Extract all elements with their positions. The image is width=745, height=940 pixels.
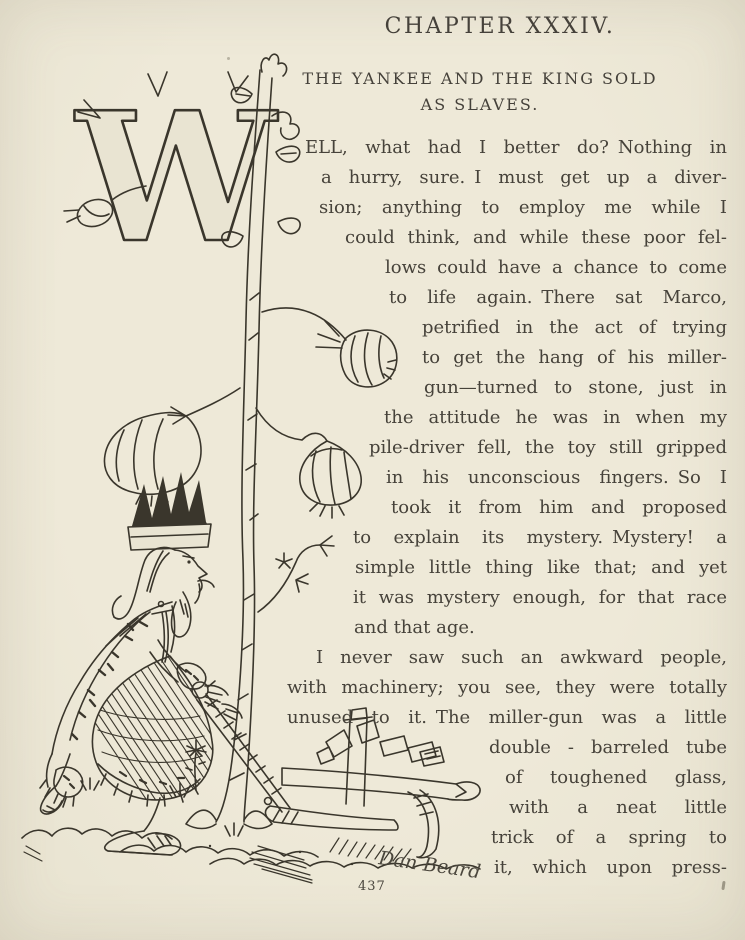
page-number: 437 bbox=[358, 879, 386, 894]
chapter-heading: CHAPTER XXXIV. bbox=[384, 14, 616, 39]
text-line: lows could have a chance to come bbox=[385, 257, 727, 278]
text-line: of toughened glass, bbox=[505, 767, 727, 788]
text-line: trick of a spring to bbox=[491, 827, 727, 848]
text-line: could think, and while these poor fel- bbox=[345, 227, 727, 248]
text-line: unused to it. The miller-gun was a little bbox=[287, 707, 727, 728]
print-speck-small bbox=[227, 57, 230, 60]
text-line: with a neat little bbox=[509, 797, 727, 818]
text-line: to explain its mystery. Mystery! a bbox=[353, 527, 727, 548]
text-line: in his unconscious fingers. So I bbox=[386, 467, 727, 488]
text-line: gun—turned to stone, just in bbox=[424, 377, 727, 398]
text-line: to life again. There sat Marco, bbox=[389, 287, 727, 308]
text-line: to get the hang of his miller- bbox=[422, 347, 727, 368]
text-line: petrified in the act of trying bbox=[422, 317, 727, 338]
text-line: with machinery; you see, they were totally bbox=[287, 677, 727, 698]
text-line: double - barreled tube bbox=[489, 737, 727, 758]
text-line: a hurry, sure. I must get up a diver- bbox=[321, 167, 727, 188]
text-line: pile-driver fell, the toy still gripped bbox=[369, 437, 727, 458]
illustrator-signature: Dan Beard bbox=[377, 847, 482, 884]
text-line: I never saw such an awkward people, bbox=[316, 647, 727, 668]
drop-cap-initial: W bbox=[76, 73, 276, 282]
text-line: it was mystery enough, for that race bbox=[353, 587, 727, 608]
text-line: simple little thing like that; and yet bbox=[355, 557, 727, 578]
text-line: sion; anything to employ me while I bbox=[319, 197, 727, 218]
subtitle-line-1: THE YANKEE AND THE KING SOLD bbox=[302, 69, 658, 88]
text-line: and that age. bbox=[354, 617, 475, 638]
text-line: took it from him and proposed bbox=[391, 497, 727, 518]
text-line: it, which upon press- bbox=[494, 857, 727, 878]
subtitle-line-2: AS SLAVES. bbox=[420, 95, 540, 114]
text-line: the attitude he was in when my bbox=[384, 407, 727, 428]
text-line: ELL, what had I better do? Nothing in bbox=[305, 137, 727, 158]
